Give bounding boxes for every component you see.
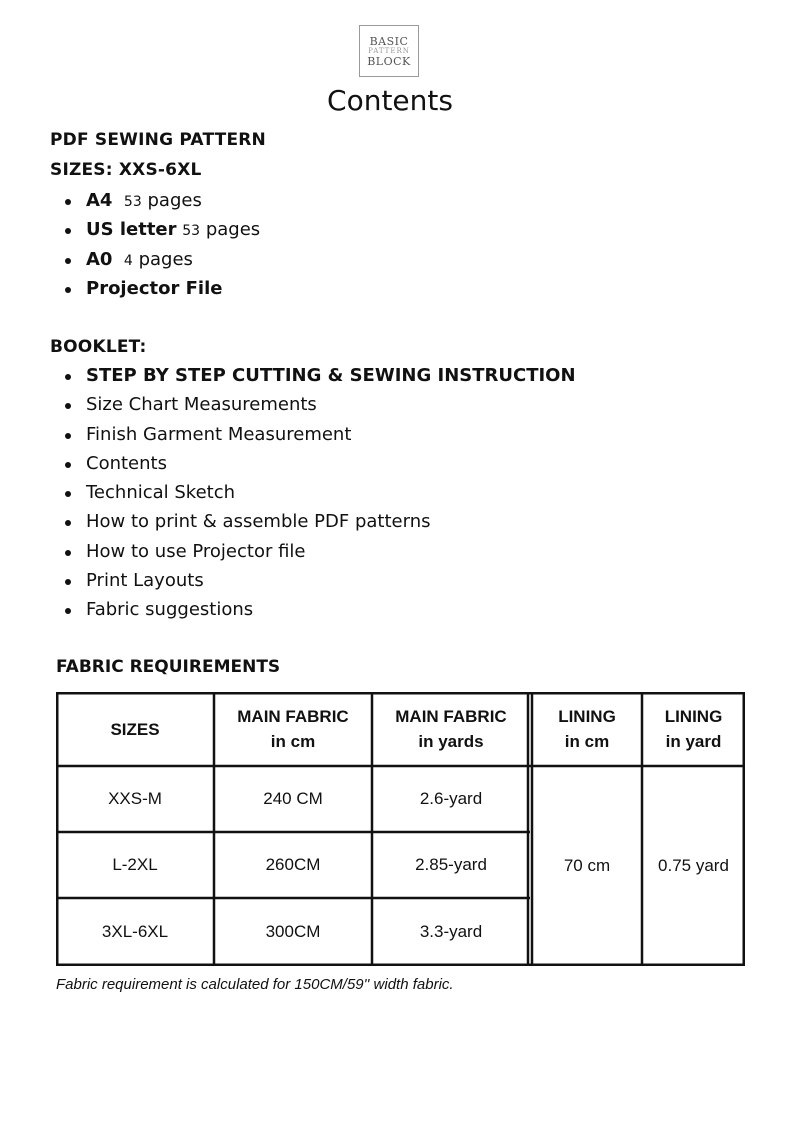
main-yards-cell: 2.6-yard (419, 789, 483, 808)
main-cm-cell: 240 CM (263, 789, 323, 808)
main-cm-cell: 300CM (265, 922, 321, 941)
fabric-note: Fabric requirement is calculated for 150CM/59'' width fabric. (56, 976, 454, 993)
logo-line-1: BASIC (369, 34, 409, 48)
list-item: Projector File (58, 274, 260, 303)
booklet-heading: BOOKLET: (50, 337, 147, 357)
booklet-list (58, 361, 576, 625)
header-sizes: SIZES (110, 719, 160, 739)
list-item: US letter 53 pages (58, 215, 260, 244)
header-main-fabric-cm: MAIN FABRIC in cm (237, 707, 349, 751)
pattern-file-list (58, 186, 260, 303)
main-yards-cell: 3.3-yard (419, 922, 483, 941)
main-yards-cell: 2.85-yard (415, 855, 487, 874)
sizes-heading: SIZES: XXS-6XL (50, 160, 202, 180)
list-item: Contents (58, 449, 576, 478)
list-item: Technical Sketch (58, 478, 576, 507)
size-cell: 3XL-6XL (101, 922, 169, 941)
header-lining-yard: LINING in yard (664, 707, 723, 751)
list-item: STEP BY STEP CUTTING & SEWING INSTRUCTION (58, 361, 576, 390)
list-item: Print Layouts (58, 566, 576, 595)
size-cell: XXS-M (108, 789, 162, 808)
page-title: Contents (327, 84, 453, 117)
list-item: Finish Garment Measurement (58, 420, 576, 449)
lining-yard-cell: 0.75 yard (658, 856, 729, 875)
fabric-requirements-table (56, 692, 745, 966)
pattern-heading: PDF SEWING PATTERN (50, 130, 266, 150)
list-item: Fabric suggestions (58, 595, 576, 624)
size-cell: L-2XL (112, 855, 158, 874)
list-item: How to print & assemble PDF patterns (58, 507, 576, 536)
header-lining-cm: LINING in cm (558, 707, 616, 751)
fabric-requirements-heading: FABRIC REQUIREMENTS (56, 657, 281, 677)
brand-logo (359, 25, 419, 77)
list-item: A4 53 pages (58, 186, 260, 215)
logo-line-3: BLOCK (367, 54, 411, 68)
logo-line-2: PATTERN (368, 46, 410, 55)
lining-cm-cell: 70 cm (563, 856, 611, 875)
list-item: How to use Projector file (58, 537, 576, 566)
list-item: Size Chart Measurements (58, 390, 576, 419)
header-main-fabric-yards: MAIN FABRIC in yards (395, 707, 507, 751)
main-cm-cell: 260CM (265, 855, 321, 874)
list-item: A0 4 pages (58, 245, 260, 274)
